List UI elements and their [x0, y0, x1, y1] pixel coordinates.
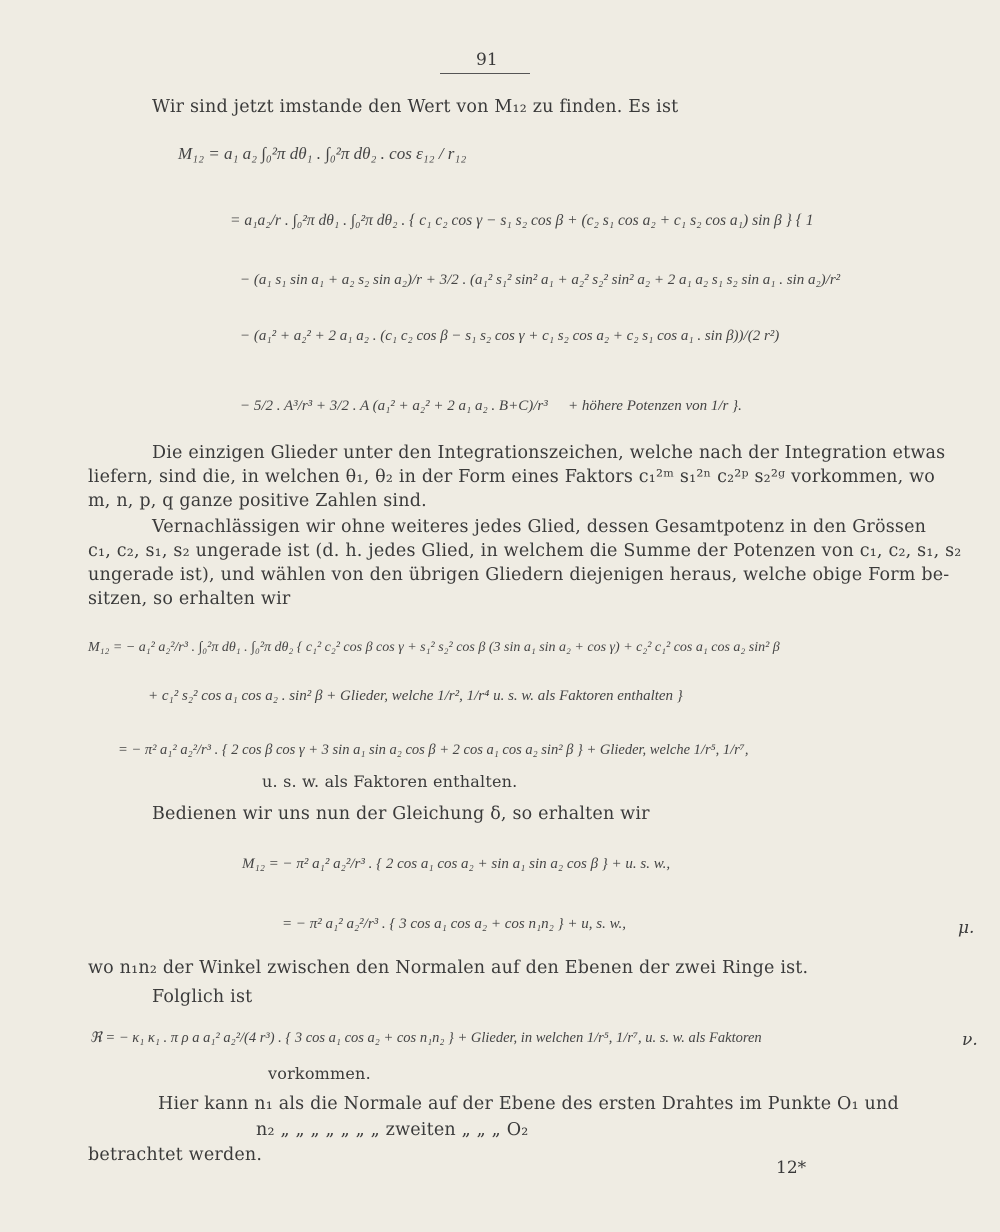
equation-10: = − π² a₁² a₂²/r³ . { 3 cos a₁ cos a₂ + cos n₁n₂ } + u, s. w., [282, 916, 626, 932]
header-rule [440, 73, 530, 74]
paragraph-2-line-3: ungerade ist), und wählen von den übrigen Gliedern diejenigen heraus, welche obige Form be- [88, 565, 950, 585]
equation-5: − 5/2 . A³/r³ + 3/2 . A (a₁² + a₂² + 2 a₁ a₂ . B+C)/r³ [240, 398, 548, 414]
paragraph-3: Bedienen wir uns nun der Gleichung δ, so erhalten wir [152, 804, 650, 824]
equation-5-tail: + höhere Potenzen von 1/r }. [568, 398, 742, 414]
paragraph-6-line-3: betrachtet werden. [88, 1145, 263, 1165]
equation-8: = − π² a₁² a₂²/r³ . { 2 cos β cos γ + 3 sin a₁ sin a₂ cos β + 2 cos a₁ cos a₂ sin² β } + Glieder, welche 1/r⁵, 1/r⁷, [118, 742, 749, 758]
paragraph-6-line-1: Hier kann n₁ als die Normale auf der Ebene des ersten Drahtes im Punkte O₁ und [158, 1094, 899, 1114]
equation-8-continuation: u. s. w. als Faktoren enthalten. [262, 772, 518, 791]
paragraph-2-line-1: Vernachlässigen wir ohne weiteres jedes Glied, dessen Gesamtpotenz in den Grössen [152, 517, 927, 537]
paragraph-1-line-3: m, n, p, q ganze positive Zahlen sind. [88, 491, 427, 511]
paragraph-6-line-2: n₂ „ „ „ „ „ „ „ zweiten „ „ „ O₂ [256, 1120, 529, 1140]
equation-11: ℜ = − κ₁ κ₁ . π ρ a a₁² a₂²/(4 r³) . { 3 cos a₁ cos a₂ + cos n₁n₂ } + Glieder, in welchen 1/r⁵, 1/r⁷, u. s. w. als Faktoren [90, 1030, 762, 1046]
paragraph-2-line-2: c₁, c₂, s₁, s₂ ungerade ist (d. h. jedes Glied, in welchem die Summe der Potenzen von c₁, c₂, s₁, s₂ [88, 541, 962, 561]
page-number: 91 [476, 50, 498, 70]
equation-1: M₁₂ = a₁ a₂ ∫₀²π dθ₁ . ∫₀²π dθ₂ . cos ε₁₂ / r₁₂ [178, 144, 467, 163]
equation-9: M₁₂ = − π² a₁² a₂²/r³ . { 2 cos a₁ cos a₂ + sin a₁ sin a₂ cos β } + u. s. w., [242, 856, 671, 872]
equation-6: M₁₂ = − a₁² a₂²/r³ . ∫₀²π dθ₁ . ∫₀²π dθ₂ { c₁² c₂² cos β cos γ + s₁² s₂² cos β (3 sin a₁ sin a₂ + cos γ) + c₂² c₁² cos a₁ cos a₂ sin² β [88, 640, 780, 655]
equation-11-continuation: vorkommen. [268, 1064, 371, 1083]
paragraph-2-line-4: sitzen, so erhalten wir [88, 589, 291, 609]
equation-2: = a₁a₂/r . ∫₀²π dθ₁ . ∫₀²π dθ₂ . { c₁ c₂ cos γ − s₁ s₂ cos β + (c₂ s₁ cos a₂ + c₁ s₂ cos a₁) sin β } { 1 [230, 212, 814, 229]
equation-3: − (a₁ s₁ sin a₁ + a₂ s₂ sin a₂)/r + 3/2 . (a₁² s₁² sin² a₁ + a₂² s₂² sin² a₂ + 2 a₁ a₂ s₁ s₂ sin a₁ . sin a₂)/r² [240, 272, 841, 288]
equation-7: + c₁² s₂² cos a₁ cos a₂ . sin² β + Glieder, welche 1/r², 1/r⁴ u. s. w. als Faktoren enthalten } [148, 688, 683, 704]
equation-tag-mu: μ. [958, 918, 975, 938]
signature-mark: 12* [776, 1158, 807, 1178]
equation-tag-nu: ν. [962, 1030, 978, 1050]
paragraph-1-line-1: Die einzigen Glieder unter den Integrationszeichen, welche nach der Integration etwas [152, 443, 946, 463]
paragraph-4: wo n₁n₂ der Winkel zwischen den Normalen auf den Ebenen der zwei Ringe ist. [88, 958, 809, 978]
paragraph-1-line-2: liefern, sind die, in welchen θ₁, θ₂ in der Form eines Faktors c₁²ᵐ s₁²ⁿ c₂²ᵖ s₂²ᵍ vorkommen, wo [88, 467, 936, 487]
intro-line: Wir sind jetzt imstande den Wert von M₁₂ zu finden. Es ist [152, 97, 679, 117]
equation-4: − (a₁² + a₂² + 2 a₁ a₂ . (c₁ c₂ cos β − s₁ s₂ cos γ + c₁ s₂ cos a₂ + c₂ s₁ cos a₁ . sin β))/(2 r²) [240, 328, 780, 344]
paragraph-5: Folglich ist [152, 987, 253, 1007]
